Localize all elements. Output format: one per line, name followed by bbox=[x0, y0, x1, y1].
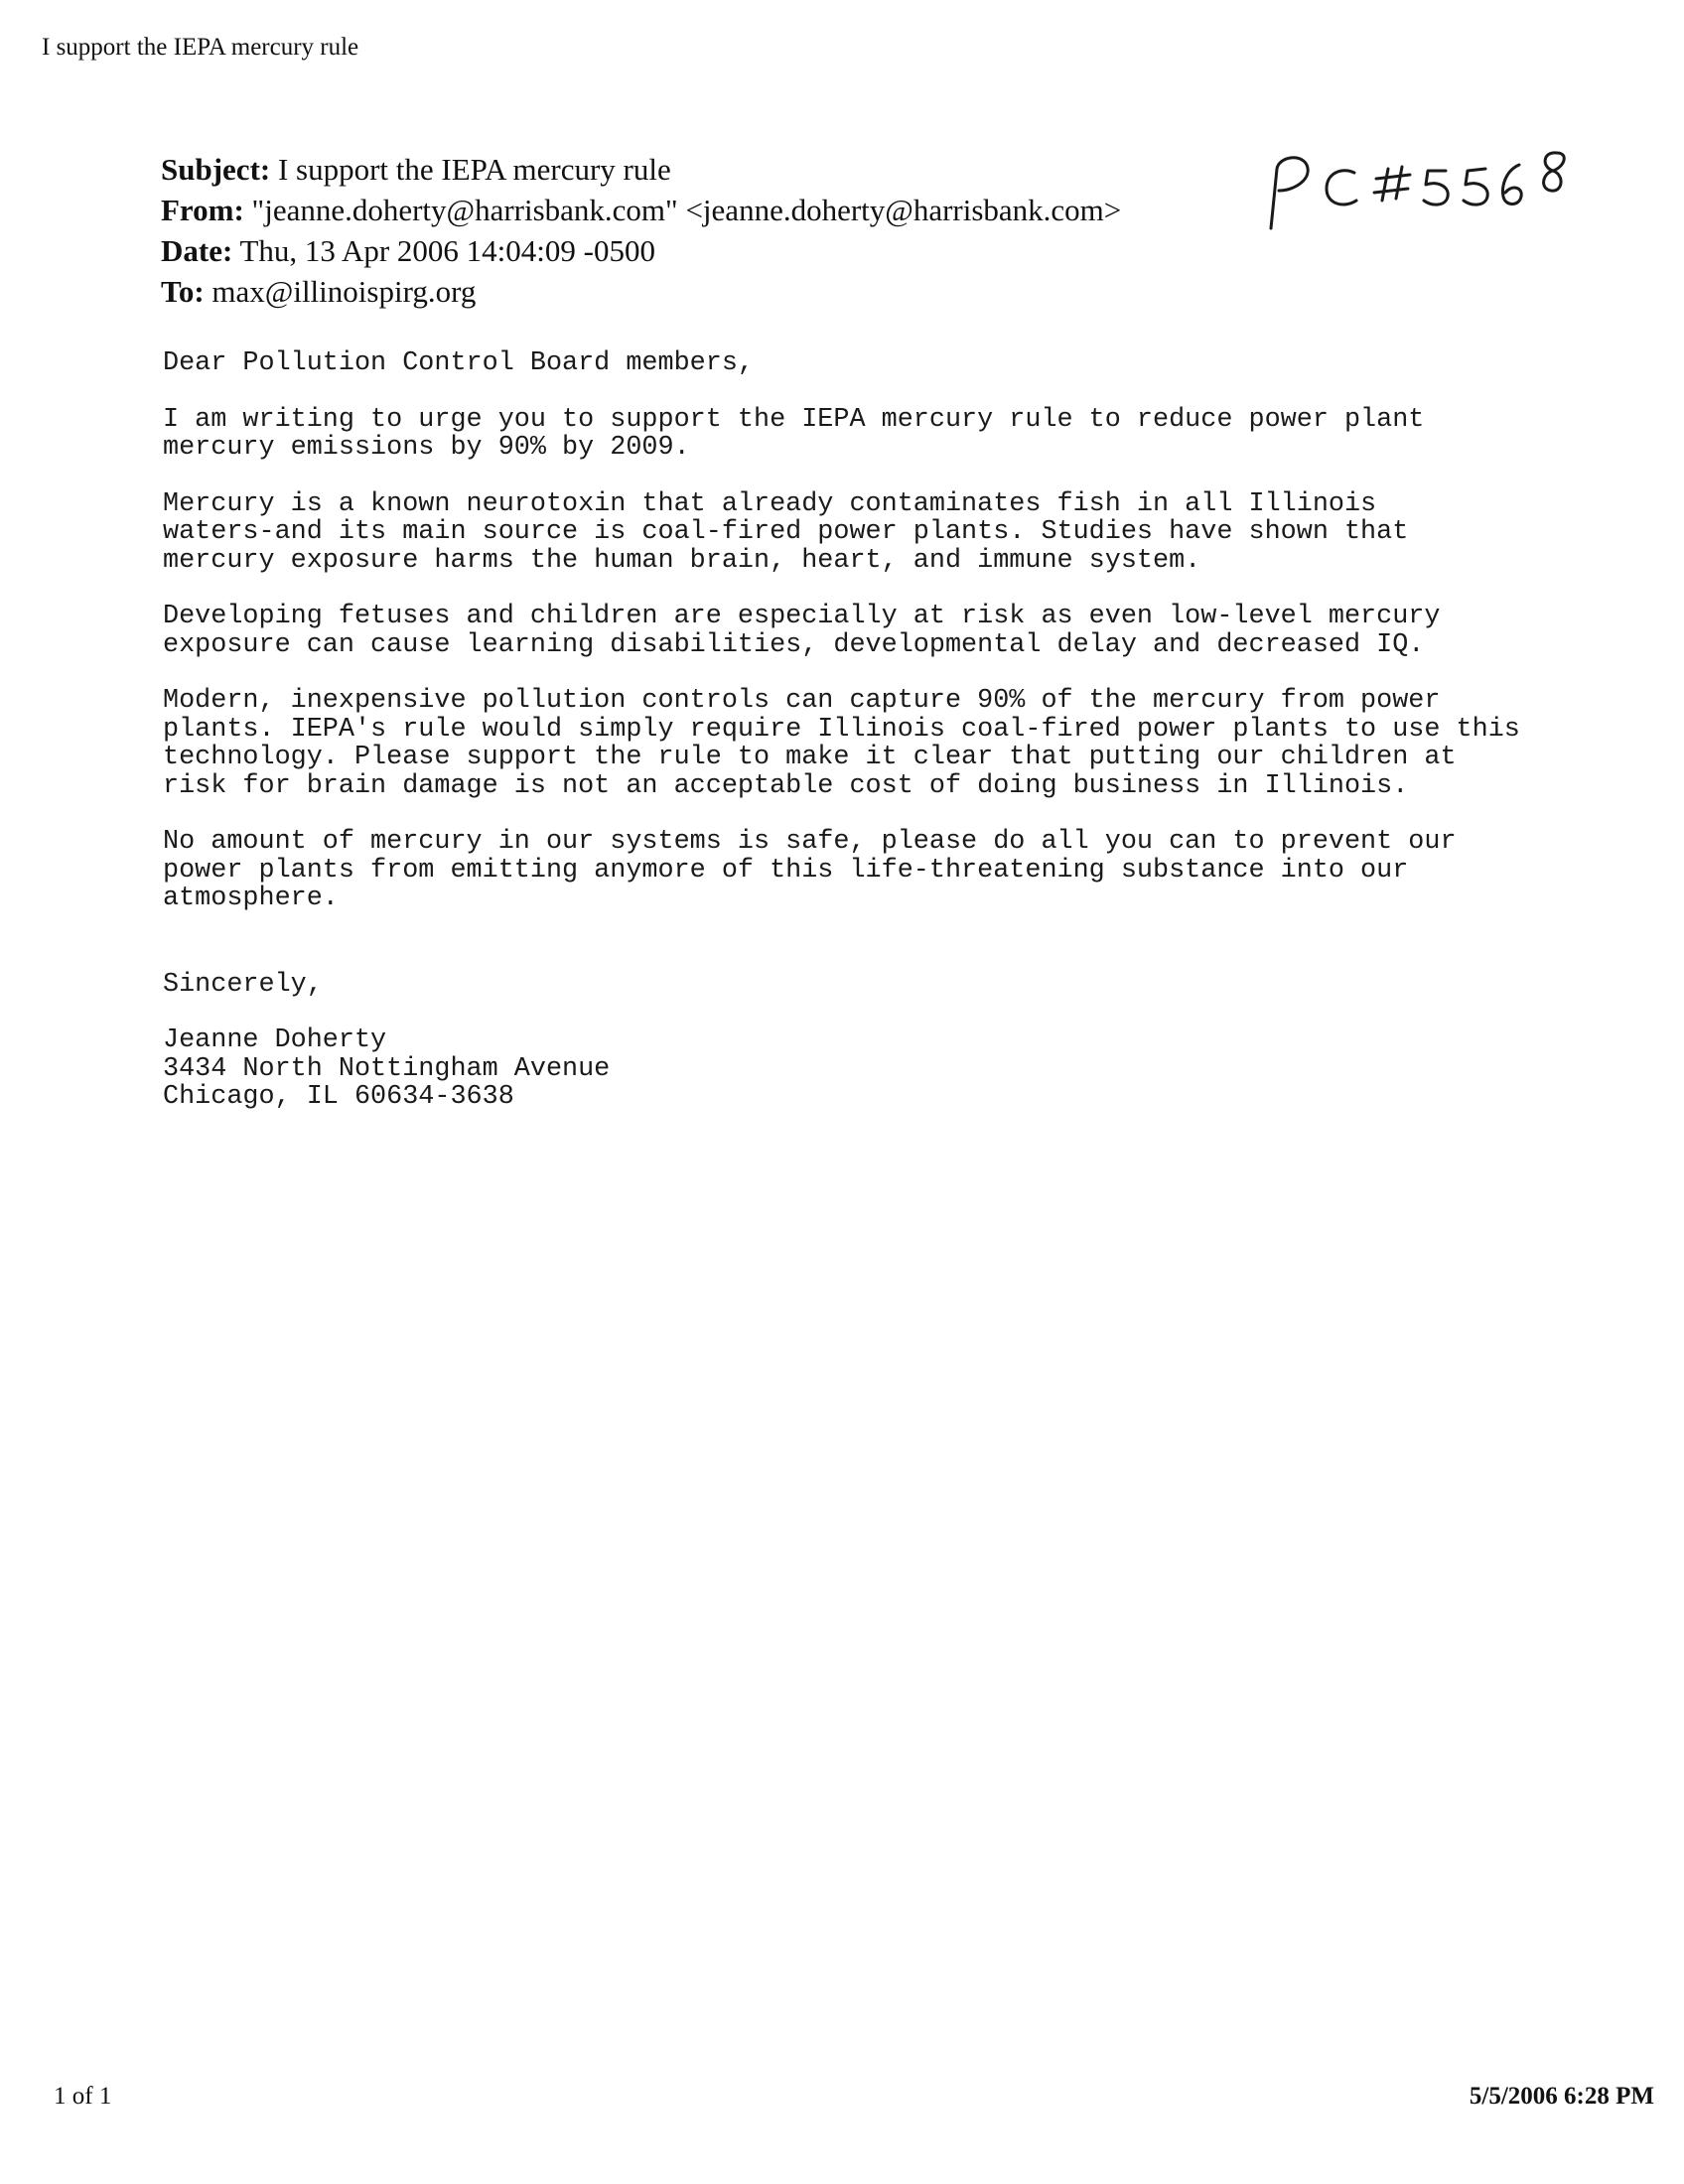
to-row bbox=[161, 271, 1121, 312]
letter-paragraph-2: Mercury is a known neurotoxin that already contaminates fish in all Illinois waters-and its main source is coal-fired power plants. Studies have shown that mercury exposure harms the human brain, heart, and immune system. bbox=[163, 488, 1409, 576]
subject-row bbox=[161, 149, 1121, 190]
stamp-text: PC #5568 bbox=[1259, 139, 1263, 140]
print-header-title: I support the IEPA mercury rule bbox=[42, 34, 359, 61]
handwritten-stamp bbox=[1259, 139, 1597, 248]
subject-value: I support the IEPA mercury rule bbox=[277, 152, 671, 187]
signature-name: Jeanne Doherty bbox=[163, 1025, 387, 1055]
signature-street: 3434 North Nottingham Avenue bbox=[163, 1053, 611, 1084]
date-label: Date: bbox=[161, 233, 233, 268]
email-headers bbox=[161, 149, 1121, 312]
letter-paragraph-3: Developing fetuses and children are especially at risk as even low-level mercury exposure can cause learning disabilities, developmental delay and decreased IQ. bbox=[163, 602, 1441, 660]
letter-paragraph-1: I am writing to urge you to support the IEPA mercury rule to reduce power plant mercury emissions by 90% by 2009. bbox=[163, 404, 1425, 463]
letter-paragraph-5: No amount of mercury in our systems is safe, please do all you can to prevent our power plants from emitting anymore of this life-threatening substance into our atmosphere. bbox=[163, 827, 1457, 913]
from-value: "jeanne.doherty@harrisbank.com" <jeanne.doherty@harrisbank.com> bbox=[251, 193, 1122, 227]
to-value: max@illinoispirg.org bbox=[211, 274, 477, 309]
to-label: To: bbox=[161, 274, 205, 309]
signature-city: Chicago, IL 60634-3638 bbox=[163, 1082, 514, 1112]
from-label: From: bbox=[161, 193, 244, 227]
letter-paragraph-4: Modern, inexpensive pollution controls can capture 90% of the mercury from power plants. IEPA's rule would simply require Illinois coal-fired power plants to use this technology. Please support the rule to make it clear that putting our children at risk for brain damage is not an acceptable cost of doing business in Illinois. bbox=[163, 686, 1520, 801]
date-value: Thu, 13 Apr 2006 14:04:09 -0500 bbox=[239, 233, 655, 268]
from-row bbox=[161, 190, 1121, 230]
date-row bbox=[161, 230, 1121, 271]
print-timestamp: 5/5/2006 6:28 PM bbox=[1469, 2083, 1654, 2110]
letter-greeting: Dear Pollution Control Board members, bbox=[163, 348, 754, 378]
letter-closing: Sincerely, bbox=[163, 969, 323, 1000]
subject-label: Subject: bbox=[161, 152, 271, 187]
letter-body bbox=[163, 349, 1573, 1112]
page-count: 1 of 1 bbox=[54, 2083, 112, 2110]
